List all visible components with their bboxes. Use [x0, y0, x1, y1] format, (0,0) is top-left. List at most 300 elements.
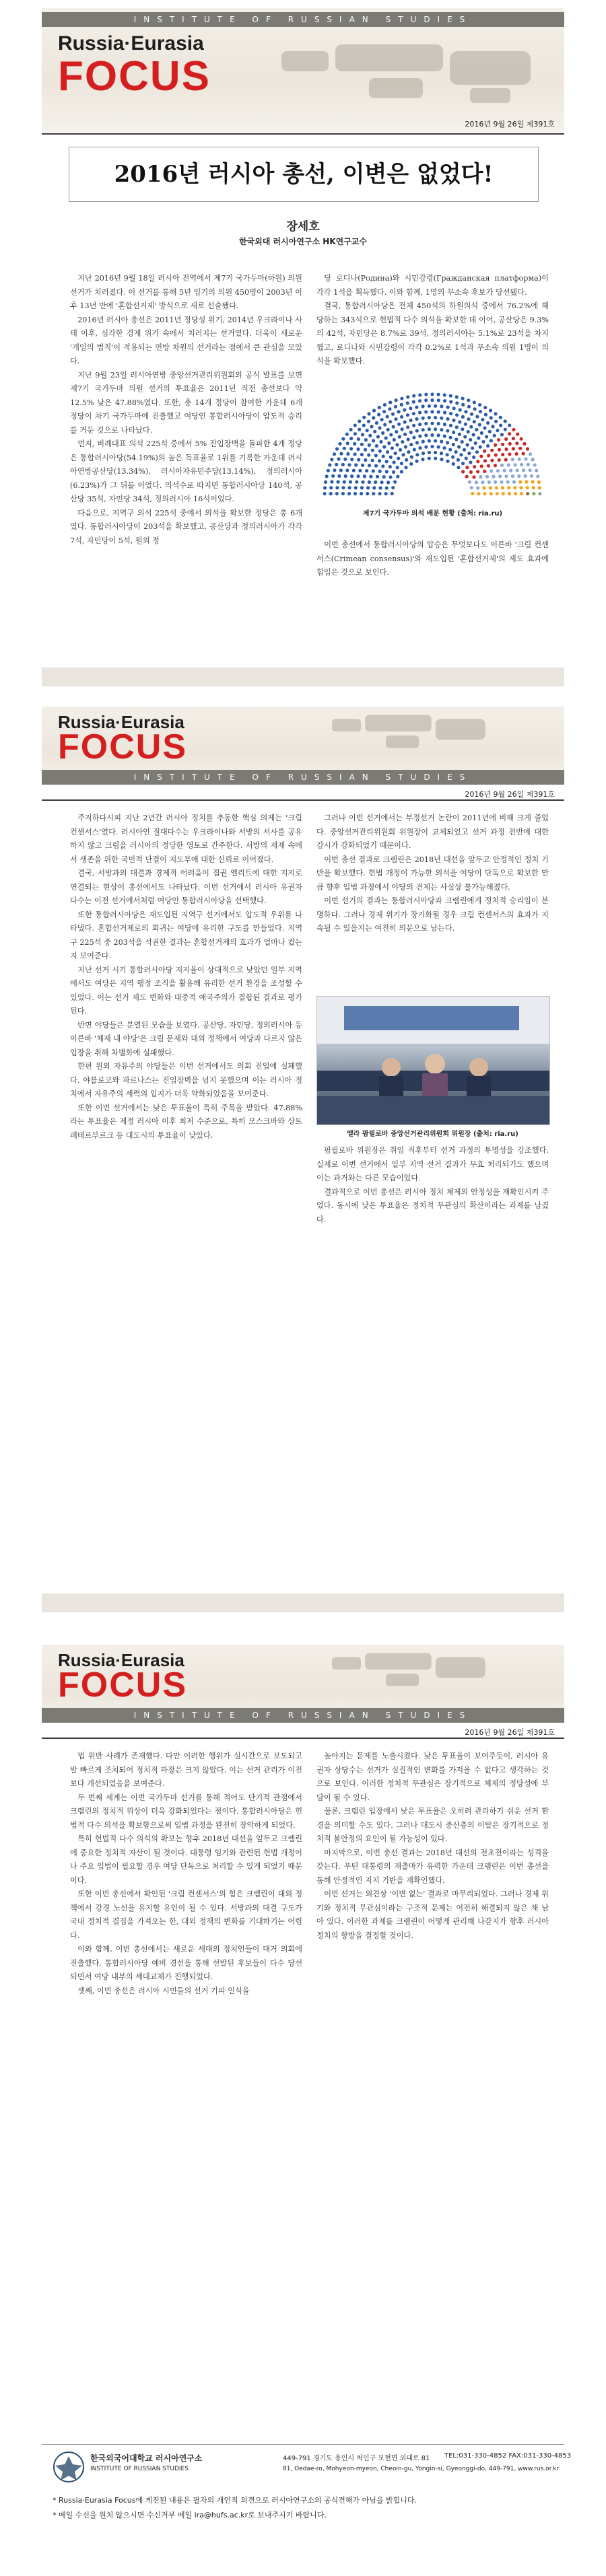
seat-dot: [415, 429, 419, 433]
seat-dot: [380, 480, 384, 484]
page-2-left-column: [70, 812, 302, 1143]
seat-dot: [399, 448, 402, 452]
seat-dot: [504, 448, 508, 451]
seat-dot: [449, 394, 452, 398]
seat-dot: [459, 408, 462, 412]
seat-dot: [491, 425, 494, 428]
seat-dot: [508, 432, 511, 435]
seat-dot: [424, 410, 428, 414]
seat-dot: [401, 440, 404, 443]
seat-dot: [386, 450, 389, 454]
seat-dot: [518, 480, 522, 484]
seat-dot: [343, 480, 346, 484]
seat-dot: [333, 452, 336, 456]
seat-dot: [494, 412, 497, 415]
seat-dot: [440, 417, 443, 420]
seat-dot: [363, 474, 366, 478]
seat-dot: [403, 421, 407, 424]
seat-dot: [358, 469, 362, 472]
seat-dot: [440, 404, 443, 408]
seat-dot: [496, 492, 499, 495]
seat-dot: [395, 398, 398, 402]
seat-dot: [369, 475, 372, 478]
seat-dot: [487, 464, 490, 468]
seat-dot: [387, 441, 391, 445]
institute-address: 449-791 경기도 용인시 처인구 모현면 외대로 81: [283, 2455, 430, 2462]
seat-chart-svg: [316, 384, 549, 505]
seat-dot: [479, 455, 483, 458]
seat-dot: [471, 492, 474, 495]
seat-dot: [483, 406, 487, 409]
seat-dot: [389, 456, 393, 459]
seat-dot: [517, 474, 520, 478]
seat-dot: [418, 435, 422, 438]
seat-dot: [434, 439, 437, 443]
seat-dot: [418, 411, 422, 415]
seat-dot: [349, 447, 353, 450]
seat-dot: [339, 468, 343, 472]
seat-dot: [496, 429, 499, 432]
seat-dot: [374, 454, 378, 457]
seat-dot: [457, 445, 461, 449]
seat-dot: [404, 445, 407, 449]
world-map-icon: [268, 31, 558, 118]
seat-dot: [335, 448, 339, 451]
seat-dot: [330, 480, 333, 483]
seat-dot: [360, 443, 364, 446]
seat-dot: [494, 420, 498, 423]
header-rule: [42, 1738, 564, 1739]
seat-dot: [518, 458, 521, 461]
seat-dot: [480, 431, 483, 435]
seat-dot: [440, 458, 443, 461]
seat-dot: [354, 492, 357, 495]
seat-dot: [455, 401, 459, 404]
seat-dot: [358, 428, 361, 431]
seat-dot: [487, 454, 490, 457]
seat-dot: [376, 435, 380, 438]
seat-dot: [338, 442, 341, 445]
seat-dot: [400, 470, 403, 473]
header-band: INSTITUTE OF RUSSIAN STUDIES: [42, 1708, 564, 1723]
seat-dot: [383, 423, 386, 427]
seat-dot: [386, 415, 389, 419]
seat-dot: [512, 428, 515, 431]
seat-dot: [452, 443, 455, 446]
seat-dot: [406, 413, 409, 417]
seat-dot: [501, 443, 504, 446]
paragraph: 팜필로바 위원장은 취임 직후부터 선거 과정의 투명성을 강조했다. 실제로 이번 선거에서 일부 지역 선거 결과가 무효 처리되기도 했으며 이는 과거와는 다른 모습이었다.: [316, 1146, 549, 1182]
seat-dot: [470, 486, 473, 489]
paragraph: 결과적으로 이번 총선은 러시아 정치 체제의 안정성을 재확인시켜 주었다. 동시에 낮은 투표율은 정치적 무관심의 확산이라는 과제를 남겼다.: [316, 1187, 549, 1224]
seat-dot: [341, 463, 345, 466]
seat-dot: [483, 426, 486, 429]
seat-dot: [507, 463, 510, 466]
seat-chart: [316, 384, 549, 518]
seat-dot: [446, 406, 450, 409]
seat-dot: [428, 416, 431, 419]
page-1-footer-bar: [42, 668, 564, 686]
seat-dot: [443, 423, 446, 426]
seat-dot: [525, 480, 528, 484]
seat-dot: [343, 447, 346, 450]
page-1-right-column-top: [316, 272, 549, 369]
seat-dot: [472, 456, 475, 459]
seat-dot: [350, 458, 354, 461]
seat-dot: [356, 448, 360, 451]
page-1-header: [42, 8, 564, 133]
seat-dot: [506, 480, 510, 484]
logo-top: Russia·Eurasia: [58, 32, 204, 55]
seat-dot: [440, 440, 443, 443]
seat-dot: [356, 474, 360, 478]
seat-dot: [415, 460, 418, 463]
page-1-left-column: [70, 272, 302, 548]
seat-dot: [392, 425, 395, 429]
seat-dot: [362, 424, 366, 427]
seat-dot: [490, 416, 493, 419]
seat-dot: [374, 464, 378, 468]
seat-dot: [372, 439, 375, 442]
seat-dot: [526, 486, 529, 489]
seat-dot: [443, 411, 446, 415]
logo-main: FOCUS: [58, 727, 187, 766]
seat-dot: [449, 400, 452, 404]
seat-dot: [446, 453, 449, 456]
seat-dot: [382, 455, 385, 458]
seat-dot: [442, 446, 446, 450]
seat-dot: [355, 480, 358, 484]
seat-dot: [401, 453, 405, 456]
seat-dot: [457, 458, 460, 462]
seat-dot: [410, 456, 413, 459]
seat-dot: [422, 404, 425, 408]
seat-dot: [323, 486, 327, 489]
seat-dot: [498, 458, 501, 462]
seat-dot: [490, 469, 493, 472]
seat-dot: [418, 393, 422, 396]
seat-dot: [467, 430, 470, 433]
seat-dot: [512, 447, 515, 450]
seat-dot: [347, 492, 351, 495]
seat-dot: [368, 443, 371, 447]
seat-dot: [526, 448, 529, 451]
paragraph: 이번 선거의 결과는 통합러시아당과 크렘린에게 정치적 승리임이 분명하다. 그러나 경제 위기가 장기화될 경우 크림 컨센서스의 효과가 지속될 수 있을지는 여전히 의문으로 남는다.: [316, 896, 549, 933]
paragraph: 지난 선거 시기 통합러시아당 지지율이 상대적으로 낮았던 일부 지역에서도 여당은 지역 행정 조직을 활용해 유리한 선거 환경을 조성할 수 있었다. 이는 선거 제도 변화와 대중적 애국주의가 결합된 결과로 평가된다.: [70, 965, 302, 1015]
seat-dot: [519, 486, 523, 489]
seat-dot: [494, 480, 497, 484]
seat-dot: [480, 464, 483, 468]
seat-dot: [485, 435, 488, 438]
seat-dot: [415, 417, 418, 421]
seat-dot: [533, 463, 537, 466]
header-rule: [42, 133, 564, 135]
footer-rule: [42, 2444, 564, 2445]
seat-dot: [337, 458, 340, 461]
seat-dot: [490, 459, 494, 462]
seat-dot: [446, 417, 449, 421]
seat-dot: [428, 451, 431, 454]
seat-dot: [476, 460, 479, 463]
seat-dot: [454, 450, 458, 454]
paragraph: 결국, 서방과의 대결과 경제적 어려움이 집권 엘리트에 대한 지지로 연결되는 현상이 총선에서도 나타났다. 이번 선거에서 러시아 유권자 다수는 이전 선거에서처럼 여당인 통합러시아당을 선택했다.: [70, 869, 302, 905]
seat-dot: [371, 459, 374, 462]
seat-dot: [449, 436, 452, 439]
seat-dot: [473, 420, 476, 423]
seat-dot: [479, 410, 482, 413]
seat-dot: [504, 428, 507, 431]
seat-dot: [489, 409, 492, 413]
seat-dot: [449, 412, 452, 415]
seat-dot: [481, 418, 484, 421]
seat-dot: [341, 486, 345, 489]
seat-dot: [469, 425, 473, 429]
seat-dot: [437, 422, 440, 425]
seat-dot: [461, 415, 465, 419]
seat-dot: [484, 413, 487, 417]
seat-dot: [357, 458, 360, 462]
seat-dot: [337, 474, 341, 478]
seat-dot: [354, 463, 358, 466]
author-affiliation: 한국외대 러시아연구소 HK연구교수: [239, 237, 367, 246]
seat-dot: [495, 486, 498, 489]
seat-dot: [404, 466, 407, 469]
header-rule: [42, 799, 564, 801]
seat-dot: [372, 409, 376, 413]
seat-dot: [383, 403, 386, 406]
seat-dot: [335, 486, 339, 489]
seat-dot: [376, 475, 379, 478]
seat-dot: [500, 480, 503, 484]
seat-dot: [483, 492, 486, 495]
seat-dot: [335, 492, 339, 495]
seat-dot: [467, 452, 471, 455]
paragraph: 2016년 러시아 총선은 2011년 정당성 위기, 2014년 우크라이나 사태 이후, 심각한 경제 위기 속에서 치러지는 선거였다. 더욱이 새로운 '게임의 법칙'이 적용되는 연방 차원의 선거라는 점에서 큰 관심을 모았다.: [70, 315, 302, 365]
seat-dot: [467, 417, 470, 421]
institute-name: 한국외국어대학교 러시아연구소: [90, 2454, 203, 2463]
seat-dot: [375, 444, 378, 448]
seat-dot: [463, 435, 467, 439]
seat-dot: [428, 427, 431, 431]
seat-dot: [473, 465, 476, 468]
paragraph: 이와 함께, 이번 총선에서는 새로운 세대의 정치인들이 대거 의회에 진출했다. 통합러시아당 예비 경선을 통해 선발된 후보들이 다수 당선되면서 여당 내부의 세대교체가 진행되었다.: [70, 1945, 302, 1981]
seat-dot: [349, 480, 352, 484]
seat-dot: [430, 433, 434, 437]
seat-dot: [380, 418, 384, 421]
seat-dot: [504, 458, 508, 462]
seat-dot: [508, 492, 511, 495]
seat-dot: [536, 474, 539, 478]
institute-logo-icon: [53, 2451, 85, 2483]
paragraph: 이번 선거는 외견상 '이변 없는' 결과로 마무리되었다. 그러나 경제 위기와 정치적 무관심이라는 구조적 문제는 여전히 해결되지 않은 채 남아 있다. 이러한 과제를 크렘린이 어떻게 관리해 나갈지가 향후 러시아 정치의 향방을 결정할 것이다.: [316, 1890, 549, 1940]
seat-dot: [400, 462, 403, 465]
seat-dot: [455, 395, 459, 398]
paragraph: 지난 9월 23일 러시아연방 중앙선거관리위원회의 공식 발표를 보면 제7기 국가두마 의원 선거의 투표율은 2011년 직전 총선보다 약 12.5% 낮은 47.88%였다. 또한, 총 14개 정당이 참여한 가운데 6개 정당이 차기 국가두마에 진출했고 여당인 통합러시아당이 압도적 승리를 거둔 것으로 나타났다.: [70, 370, 302, 435]
seat-dot: [364, 448, 367, 452]
logo-main: FOCUS: [58, 53, 211, 100]
paragraph: 높아지는 문제를 노출시켰다. 낮은 투표율이 보여주듯이, 러시아 유권자 상당수는 선거가 실질적인 변화를 가져올 수 없다고 생각하는 것으로 보인다. 이러한 정치적 무관심은 장기적으로 체제의 정당성에 부담이 될 수 있다.: [316, 1752, 549, 1802]
page-3-left-column: [70, 1750, 302, 1998]
seat-dot: [475, 450, 479, 454]
seat-dot: [324, 480, 327, 484]
logo-top: Russia·Eurasia: [58, 712, 184, 732]
paragraph: 법 위반 사례가 존재했다. 다만 이러한 행위가 실시간으로 보도되고 발 빠르게 조치되어 정치적 파장은 크지 않았다. 이는 선거 관리가 이전보다 개선되었음을 보여준다.: [70, 1752, 302, 1788]
seat-dot: [434, 416, 437, 419]
seat-dot: [514, 463, 517, 466]
seat-dot: [493, 434, 496, 437]
seat-dot: [479, 445, 482, 449]
disclaimer-note: * Russia·Eurasia Focus에 게진된 내용은 필자의 개인적 의견으로 러시아연구소의 공식견해가 아님을 밝힙니다.: [53, 2496, 417, 2505]
seat-dot: [504, 437, 508, 441]
paragraph: 또한 이번 총선에서 확인된 '크림 컨센서스'의 힘은 크렘린이 대외 정책에서 강경 노선을 유지할 유인이 될 수 있다. 서방과의 대결 구도가 국내 정치적 결집을 가져오는 한, 대외 정책의 변화를 기대하기는 어렵다.: [70, 1890, 302, 1940]
seat-dot: [409, 406, 412, 410]
seat-dot: [409, 419, 412, 422]
seat-dot: [467, 398, 470, 402]
paragraph: 결국, 통합러시아당은 전체 450석의 하원의석 중에서 76.2%에 해당하는 343석으로 헌법적 다수 의석을 확보한 데 이어, 공산당은 9.3%의 42석, 자민당은 8.7%로 39석, 정의러시아는 5.1%로 23석을 차지했고, 로디나와 시민강령이 각각 0.2%로 1석과 무소속 의원 1명이 의석을 확보했다.: [316, 301, 549, 365]
seat-dot: [372, 492, 375, 495]
seat-dot: [409, 462, 413, 466]
seat-dot: [378, 470, 382, 473]
seat-dot: [504, 474, 508, 478]
seat-dot: [477, 492, 480, 495]
seat-dot: [468, 480, 471, 484]
seat-dot: [527, 463, 530, 466]
seat-dot: [461, 397, 465, 400]
seat-dot: [372, 486, 376, 489]
seat-dot: [482, 487, 485, 490]
seat-dot: [430, 445, 434, 448]
seat-dot: [360, 453, 364, 456]
issue-date: 2016년 9월 26일 제391호: [465, 1728, 555, 1737]
seat-dot: [516, 468, 519, 472]
seat-dot: [393, 438, 396, 441]
seat-dot: [475, 480, 478, 484]
seat-dot: [331, 474, 335, 478]
seat-dot: [329, 492, 333, 495]
seat-dot: [509, 469, 512, 472]
seat-dot: [532, 492, 535, 495]
seat-dot: [461, 462, 465, 465]
seat-dot: [538, 492, 541, 495]
seat-dot: [361, 464, 364, 467]
seat-dot: [328, 463, 331, 466]
seat-dot: [473, 407, 477, 410]
paragraph: 반면 야당들은 분열된 모습을 보였다. 공산당, 자민당, 정의러시아 등 이른바 '체제 내 야당'은 크림 문제와 대외 정책에서 여당과 다르지 않은 입장을 취해 차별화에 실패했다.: [70, 1020, 302, 1057]
seat-dot: [530, 474, 533, 478]
seat-dot: [437, 393, 440, 396]
seat-dot: [424, 422, 428, 425]
seat-dot: [335, 463, 338, 466]
seat-dot: [395, 443, 399, 446]
header-band: INSTITUTE OF RUSSIAN STUDIES: [42, 770, 564, 785]
seat-dot: [344, 474, 347, 478]
seat-dot: [511, 458, 514, 461]
seat-dot: [496, 469, 500, 472]
seat-dot: [341, 437, 345, 441]
seat-dot: [512, 437, 515, 440]
seat-dot: [434, 457, 437, 460]
seat-dot: [364, 458, 367, 462]
seat-dot: [489, 486, 492, 489]
seat-dot: [494, 443, 497, 447]
seat-dot: [472, 433, 475, 436]
seat-dot: [497, 438, 500, 441]
seat-dot: [421, 458, 424, 461]
seat-dot: [349, 428, 353, 431]
seat-dot: [501, 486, 504, 489]
seat-dot: [365, 469, 368, 472]
unsubscribe-note: * 메일 수신을 원치 않으시면 수신거부 메일 ira@hufs.ac.kr로 보내주시기 바랍니다.: [53, 2511, 327, 2519]
seat-dot: [430, 422, 434, 425]
seat-dot: [398, 435, 401, 439]
seat-dot: [503, 469, 506, 472]
seat-dot: [379, 440, 382, 443]
seat-dot: [382, 410, 386, 413]
seat-dot: [422, 428, 425, 431]
seat-dot: [508, 442, 512, 445]
seat-dot: [348, 486, 351, 489]
seat-dot: [487, 480, 491, 484]
seat-dot: [514, 492, 517, 495]
seat-dot: [518, 447, 522, 450]
seat-dot: [520, 463, 523, 466]
seat-dot: [515, 452, 518, 456]
seat-dot: [477, 436, 480, 439]
seat-dot: [347, 463, 351, 466]
seat-dot: [508, 424, 511, 427]
seat-dot: [522, 468, 525, 472]
seat-dot: [372, 469, 375, 472]
seat-dot: [502, 492, 505, 495]
seat-dot: [459, 453, 463, 456]
paragraph: 두 번째 세계는 이번 국가두마 선거를 통해 적어도 단기적 관점에서 크렘린의 정치적 위상이 더욱 강화되었다는 점이다. 통합러시아당은 헌법적 다수 의석을 확보함으로써 입법 과정을 완전히 장악하게 되었다.: [70, 1793, 302, 1830]
header-band: INSTITUTE OF RUSSIAN STUDIES: [42, 12, 564, 27]
seat-dot: [374, 480, 377, 484]
seat-dot: [412, 424, 415, 427]
seat-dot: [494, 464, 497, 467]
seat-dot: [490, 449, 494, 452]
seat-dot: [400, 397, 403, 400]
seat-dot: [396, 475, 399, 478]
seat-dot: [385, 470, 389, 473]
seat-dot: [422, 452, 425, 455]
seat-dot: [488, 430, 492, 433]
seat-dot: [504, 419, 507, 423]
seat-dot: [508, 452, 511, 456]
seat-dot: [512, 480, 516, 484]
world-map-icon: [268, 707, 558, 760]
meeting-photo-icon: [317, 997, 549, 1124]
seat-dot: [406, 395, 409, 398]
seat-dot: [360, 492, 363, 495]
issue-date: 2016년 9월 26일 제391호: [465, 790, 555, 799]
seat-dot: [428, 404, 431, 408]
seat-dot: [469, 460, 472, 464]
seat-dot: [337, 480, 340, 484]
seat-dot: [382, 475, 386, 478]
seat-dot: [464, 410, 467, 413]
seat-dot: [354, 424, 357, 427]
seat-dot: [501, 453, 504, 456]
seat-dot: [524, 458, 527, 461]
seat-dot: [458, 421, 461, 424]
seat-dot: [418, 423, 422, 426]
seat-dot: [486, 421, 490, 425]
seat-dot: [394, 417, 397, 421]
seat-dot: [354, 486, 358, 489]
seat-dot: [470, 413, 473, 416]
paragraph: 이번 총선에서 통합러시아당의 압승은 무엇보다도 이른바 '크림 컨센서스(Crimean consensus)'와 재도입된 '혼합선거제'의 제도 효과에 힘입은 것으로 보인다.: [316, 540, 549, 577]
